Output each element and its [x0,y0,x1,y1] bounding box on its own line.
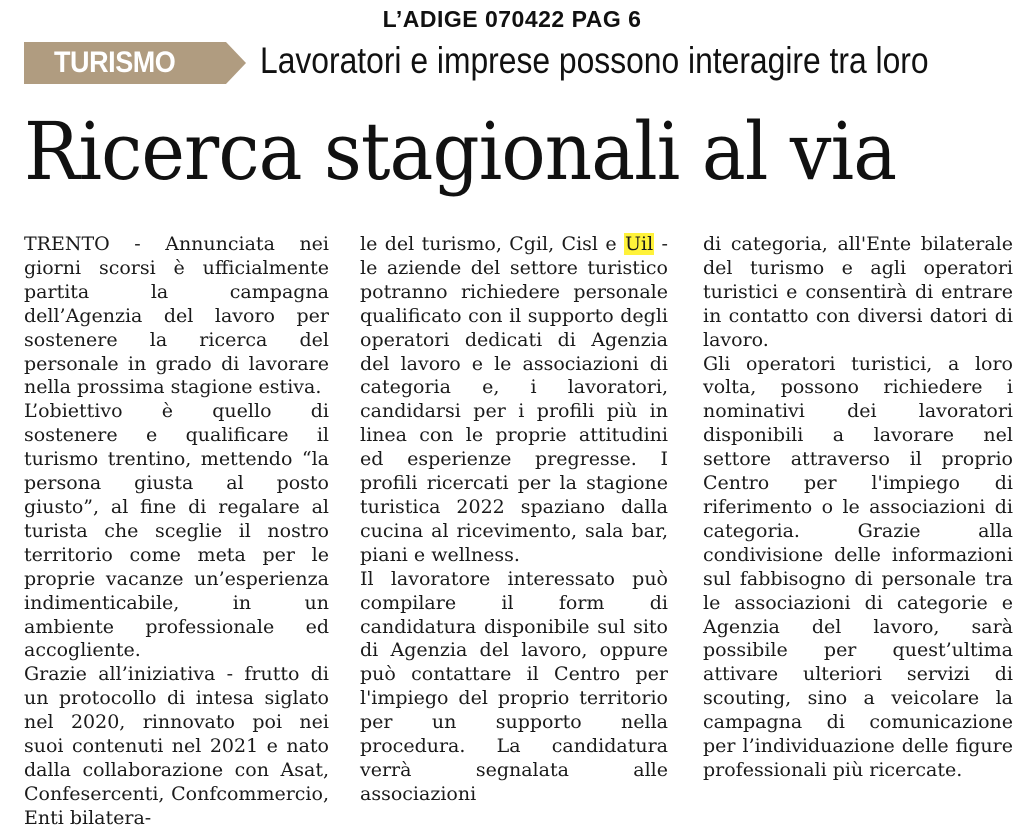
paragraph: L’obiettivo è quello di sostenere e qualificare il turismo trentino, mettendo “la persona giusta al posto giusto”, al fine di regalare al turista che sceglie il nostro territorio come meta per le proprie vacanze un’esperienza indimenticabile, in un ambiente professionale ed accogliente. [24,400,329,662]
paragraph: Grazie all’iniziativa - frutto di un protocollo di intesa siglato nel 2020, rinnovato poi nei suoi contenuti nel 2021 e nato dalla collaborazione con Asat, Confesercenti, Confcommercio, Enti bilatera- [24,663,329,829]
highlighted-word: Uil [625,233,654,255]
source-reference: L’ADIGE 070422 PAG 6 [382,6,642,32]
text-column-1 [24,233,329,831]
article-subtitle: Lavoratori e imprese possono interagire tra loro [260,40,929,81]
paragraph: TRENTO - Annunciata nei giorni scorsi è ufficialmente partita la campagna dell’Agenzia del lavoro per sostenere la ricerca del personale in grado di lavorare nella prossima stagione estiva. [24,233,329,399]
article-headline: Ricerca stagionali al via [24,105,897,198]
text-column-3 [703,233,1013,783]
kicker-label: TURISMO [54,46,176,79]
paragraph [360,233,668,568]
paragraph: Il lavoratore interessato può compilare il form di candidatura disponibile sul sito di Agenzia del lavoro, oppure può contattare il Centro per l'impiego del proprio territorio per un supporto nella procedura. La candidatura verrà segnalata alle associazioni [360,567,668,805]
text-run: le del turismo, Cgil, Cisl e [360,233,624,255]
text-run: - le aziende del settore turistico potranno richiedere personale qualificato con il supporto degli operatori dedicati di Agenzia del lavoro e le associazioni di categoria e, i lavoratori, candidarsi per i profili più in linea con le proprie attitudini ed esperienze pregresse. I profili ricercati per la stagione turistica 2022 spaziano dalla cucina al ricevimento, sala bar, piani e wellness. [360,233,668,566]
paragraph: di categoria, all'Ente bilaterale del turismo e agli operatori turistici e consentirà di entrare in contatto con diversi datori di lavoro. [703,233,1013,351]
paragraph: Gli operatori turistici, a loro volta, possono richiedere i nominativi dei lavoratori disponibili a lavorare nel settore attraverso il proprio Centro per l'impiego di riferimento o le associazioni di categoria. Grazie alla condivisione delle informazioni sul fabbisogno di personale tra le associazioni di categorie e Agenzia del lavoro, sarà possibile per quest’ultima attivare ulteriori servizi di scouting, sino a veicolare la campagna di comunicazione per l’individuazione delle figure professionali più ricercate. [703,352,1013,781]
text-column-2 [360,233,668,807]
section-kicker [24,42,246,84]
